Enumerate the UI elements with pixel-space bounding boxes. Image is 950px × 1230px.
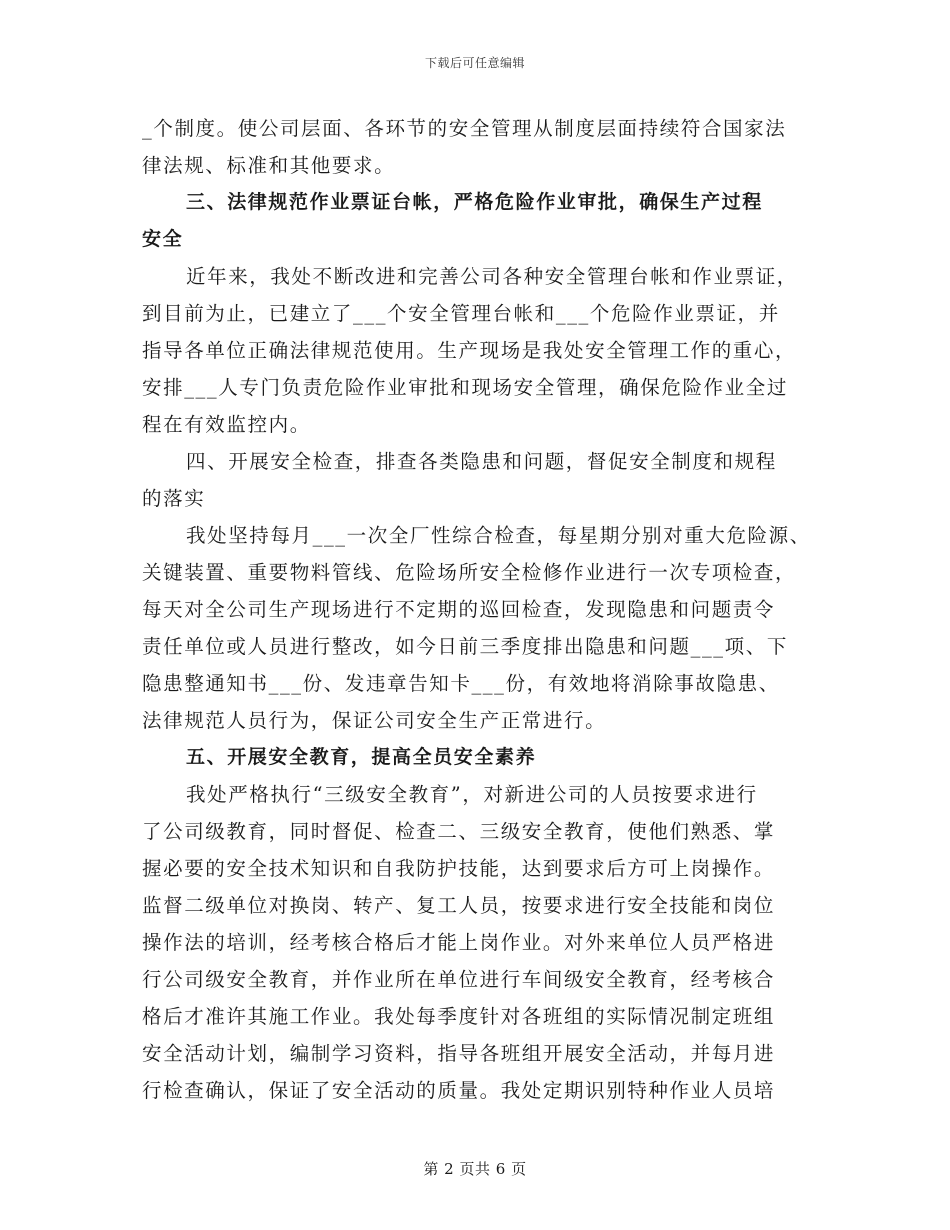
paragraph-line: 四、开展安全检查，排查各类隐患和问题，督促安全制度和规程 [186, 450, 777, 473]
paragraph-line: 我处坚持每月___一次全厂性综合检查，每星期分别对重大危险源、 [186, 524, 811, 547]
paragraph-line: 行公司级安全教育，并作业所在单位进行车间级安全教育，经考核合 [142, 968, 776, 991]
paragraph-line: 近年来，我处不断改进和完善公司各种安全管理台帐和作业票证， [186, 265, 798, 288]
paragraph-line: 的落实 [142, 487, 206, 510]
paragraph-line: 律法规、标准和其他要求。 [142, 154, 396, 177]
paragraph-line: 格后才准许其施工作业。我处每季度针对各班组的实际情况制定班组 [142, 1005, 776, 1028]
section-heading-line: 三、法律规范作业票证台帐，严格危险作业审批，确保生产过程 [186, 191, 763, 213]
paragraph-line: 行检查确认，保证了安全活动的质量。我处定期识别特种作业人员培 [142, 1079, 776, 1102]
paragraph-line: 安全活动计划，编制学习资料，指导各班组开展安全活动，并每月进 [142, 1042, 776, 1065]
paragraph-line: 安排___人专门负责危险作业审批和现场安全管理，确保危险作业全过 [142, 376, 788, 399]
page-number: 第 2 页共 6 页 [423, 1160, 527, 1178]
paragraph-line: 我处严格执行“三级安全教育”，对新进公司的人员按要求进行 [186, 783, 758, 806]
paragraph-line: 程在有效监控内。 [142, 413, 311, 436]
paragraph-line: 法律规范人员行为，保证公司安全生产正常进行。 [142, 709, 607, 732]
paragraph-line: _个制度。使公司层面、各环节的安全管理从制度层面持续符合国家法 [142, 117, 787, 140]
paragraph-line: 关键装置、重要物料管线、危险场所安全检修作业进行一次专项检查， [142, 561, 797, 584]
paragraph-line: 监督二级单位对换岗、转产、复工人员，按要求进行安全技能和岗位 [142, 894, 776, 917]
paragraph-line: 每天对全公司生产现场进行不定期的巡回检查，发现隐患和问题责令 [142, 598, 776, 621]
paragraph-line: 隐患整通知书___份、发违章告知卡___份，有效地将消除事故隐患、 [142, 672, 780, 695]
paragraph-line: 握必要的安全技术知识和自我防护技能，达到要求后方可上岗操作。 [142, 857, 776, 880]
page-header: 下载后可任意编辑 [424, 56, 525, 70]
paragraph-line: 操作法的培训，经考核合格后才能上岗作业。对外来单位人员严格进 [142, 931, 776, 954]
section-heading-line: 安全 [142, 228, 184, 250]
paragraph-line: 到目前为止，已建立了___个安全管理台帐和___个危险作业票证，并 [142, 302, 780, 325]
paragraph-line: 责任单位或人员进行整改，如今日前三季度排出隐患和问题___项、下 [142, 635, 788, 658]
paragraph-line: 了公司级教育，同时督促、检查二、三级安全教育，使他们熟悉、掌 [142, 820, 776, 843]
paragraph-line: 指导各单位正确法律规范使用。生产现场是我处安全管理工作的重心， [142, 339, 797, 362]
document-body [142, 110, 822, 1109]
section-heading-line: 五、开展安全教育，提高全员安全素养 [186, 746, 537, 768]
